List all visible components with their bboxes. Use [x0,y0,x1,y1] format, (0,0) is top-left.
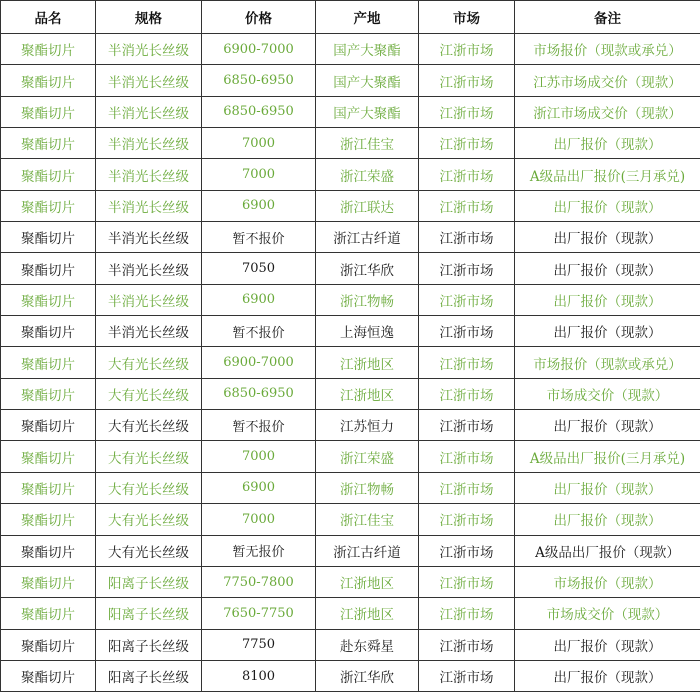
remark-cell: 出厂报价（现款） [515,128,700,159]
market-cell: 江浙市场 [419,660,515,691]
price-cell: 7000 [202,504,316,535]
product-cell: 聚酯切片 [1,190,96,221]
product-cell: 聚酯切片 [1,222,96,253]
product-cell: 聚酯切片 [1,34,96,65]
table-row [1,410,700,441]
price-cell: 6900 [202,284,316,315]
origin-cell: 浙江华欣 [316,660,419,691]
product-cell: 聚酯切片 [1,598,96,629]
spec-cell: 大有光长丝级 [96,441,202,472]
product-cell: 聚酯切片 [1,441,96,472]
origin-cell: 浙江古纤道 [316,222,419,253]
spec-cell: 半消光长丝级 [96,159,202,190]
table-row [1,128,700,159]
origin-cell: 国产大聚酯 [316,96,419,127]
remark-cell: 市场报价（现款或承兑） [515,347,700,378]
product-cell: 聚酯切片 [1,629,96,660]
remark-cell: 市场成交价（现款） [515,598,700,629]
table-row [1,253,700,284]
header-row [1,1,700,34]
table-row [1,159,700,190]
price-cell: 暂不报价 [202,410,316,441]
market-cell: 江浙市场 [419,441,515,472]
remark-cell: 出厂报价（现款） [515,660,700,691]
spec-cell: 半消光长丝级 [96,222,202,253]
spec-cell: 大有光长丝级 [96,535,202,566]
header-market: 市场 [419,1,515,34]
remark-cell: 出厂报价（现款） [515,472,700,503]
remark-cell: 出厂报价（现款） [515,284,700,315]
header-remark: 备注 [515,1,700,34]
origin-cell: 江苏恒力 [316,410,419,441]
product-cell: 聚酯切片 [1,472,96,503]
spec-cell: 半消光长丝级 [96,284,202,315]
spec-cell: 半消光长丝级 [96,253,202,284]
origin-cell: 浙江佳宝 [316,128,419,159]
price-cell: 暂无报价 [202,535,316,566]
price-cell: 暂不报价 [202,316,316,347]
market-cell: 江浙市场 [419,253,515,284]
origin-cell: 浙江荣盛 [316,441,419,472]
origin-cell: 上海恒逸 [316,316,419,347]
header-origin: 产地 [316,1,419,34]
price-cell: 6900 [202,190,316,221]
table-row [1,629,700,660]
remark-cell: 出厂报价（现款） [515,504,700,535]
product-cell: 聚酯切片 [1,316,96,347]
market-cell: 江浙市场 [419,566,515,597]
origin-cell: 江浙地区 [316,598,419,629]
price-cell: 7000 [202,441,316,472]
remark-cell: 市场报价（现款或承兑） [515,34,700,65]
spec-cell: 半消光长丝级 [96,316,202,347]
spec-cell: 阳离子长丝级 [96,566,202,597]
product-cell: 聚酯切片 [1,253,96,284]
header-spec: 规格 [96,1,202,34]
product-cell: 聚酯切片 [1,566,96,597]
product-cell: 聚酯切片 [1,128,96,159]
table-row [1,284,700,315]
price-cell: 7050 [202,253,316,284]
spec-cell: 阳离子长丝级 [96,598,202,629]
price-cell: 6850-6950 [202,96,316,127]
market-cell: 江浙市场 [419,65,515,96]
table-row [1,65,700,96]
table-row [1,472,700,503]
remark-cell: 出厂报价（现款） [515,190,700,221]
market-cell: 江浙市场 [419,159,515,190]
price-cell: 7750-7800 [202,566,316,597]
remark-cell: 出厂报价（现款） [515,316,700,347]
market-cell: 江浙市场 [419,410,515,441]
table-row [1,222,700,253]
market-cell: 江浙市场 [419,284,515,315]
remark-cell: A级品出厂报价（现款） [515,535,700,566]
product-cell: 聚酯切片 [1,159,96,190]
spec-cell: 半消光长丝级 [96,190,202,221]
origin-cell: 浙江物畅 [316,284,419,315]
remark-cell: 出厂报价（现款） [515,253,700,284]
remark-cell: 出厂报价（现款） [515,222,700,253]
origin-cell: 浙江联达 [316,190,419,221]
market-cell: 江浙市场 [419,378,515,409]
spec-cell: 阳离子长丝级 [96,660,202,691]
price-cell: 7750 [202,629,316,660]
price-cell: 8100 [202,660,316,691]
spec-cell: 阳离子长丝级 [96,629,202,660]
origin-cell: 浙江物畅 [316,472,419,503]
product-cell: 聚酯切片 [1,410,96,441]
price-cell: 暂不报价 [202,222,316,253]
market-cell: 江浙市场 [419,598,515,629]
remark-cell: A级品出厂报价(三月承兑) [515,159,700,190]
origin-cell: 国产大聚酯 [316,34,419,65]
product-cell: 聚酯切片 [1,96,96,127]
remark-cell: 出厂报价（现款） [515,629,700,660]
product-cell: 聚酯切片 [1,65,96,96]
product-cell: 聚酯切片 [1,284,96,315]
price-cell: 7650-7750 [202,598,316,629]
origin-cell: 浙江华欣 [316,253,419,284]
remark-cell: 江苏市场成交价（现款） [515,65,700,96]
product-cell: 聚酯切片 [1,660,96,691]
spec-cell: 半消光长丝级 [96,128,202,159]
price-cell: 6850-6950 [202,65,316,96]
spec-cell: 大有光长丝级 [96,504,202,535]
header-price: 价格 [202,1,316,34]
origin-cell: 国产大聚酯 [316,65,419,96]
origin-cell: 赴东舜星 [316,629,419,660]
origin-cell: 浙江佳宝 [316,504,419,535]
origin-cell: 江浙地区 [316,566,419,597]
origin-cell: 江浙地区 [316,347,419,378]
table-row [1,316,700,347]
table-row [1,34,700,65]
origin-cell: 江浙地区 [316,378,419,409]
remark-cell: 市场成交价（现款） [515,378,700,409]
remark-cell: 市场报价（现款） [515,566,700,597]
market-cell: 江浙市场 [419,535,515,566]
table-row [1,190,700,221]
origin-cell: 浙江古纤道 [316,535,419,566]
price-cell: 6850-6950 [202,378,316,409]
market-cell: 江浙市场 [419,222,515,253]
table-row [1,504,700,535]
remark-cell: A级品出厂报价(三月承兑) [515,441,700,472]
table-row [1,441,700,472]
market-cell: 江浙市场 [419,190,515,221]
spec-cell: 半消光长丝级 [96,65,202,96]
product-cell: 聚酯切片 [1,347,96,378]
spec-cell: 半消光长丝级 [96,34,202,65]
price-cell: 6900-7000 [202,34,316,65]
market-cell: 江浙市场 [419,316,515,347]
header-product: 品名 [1,1,96,34]
table-row [1,598,700,629]
spec-cell: 大有光长丝级 [96,410,202,441]
table-row [1,535,700,566]
market-cell: 江浙市场 [419,347,515,378]
price-cell: 6900 [202,472,316,503]
spec-cell: 大有光长丝级 [96,347,202,378]
market-cell: 江浙市场 [419,128,515,159]
price-cell: 7000 [202,128,316,159]
remark-cell: 出厂报价（现款） [515,410,700,441]
product-cell: 聚酯切片 [1,535,96,566]
market-cell: 江浙市场 [419,472,515,503]
spec-cell: 半消光长丝级 [96,96,202,127]
market-cell: 江浙市场 [419,96,515,127]
origin-cell: 浙江荣盛 [316,159,419,190]
price-cell: 6900-7000 [202,347,316,378]
market-cell: 江浙市场 [419,34,515,65]
product-cell: 聚酯切片 [1,378,96,409]
market-cell: 江浙市场 [419,504,515,535]
spec-cell: 大有光长丝级 [96,378,202,409]
spec-cell: 大有光长丝级 [96,472,202,503]
table-row [1,378,700,409]
price-cell: 7000 [202,159,316,190]
market-cell: 江浙市场 [419,629,515,660]
table-row [1,660,700,691]
table-body [1,34,700,692]
table-row [1,566,700,597]
product-cell: 聚酯切片 [1,504,96,535]
table-row [1,96,700,127]
table-row [1,347,700,378]
remark-cell: 浙江市场成交价（现款） [515,96,700,127]
